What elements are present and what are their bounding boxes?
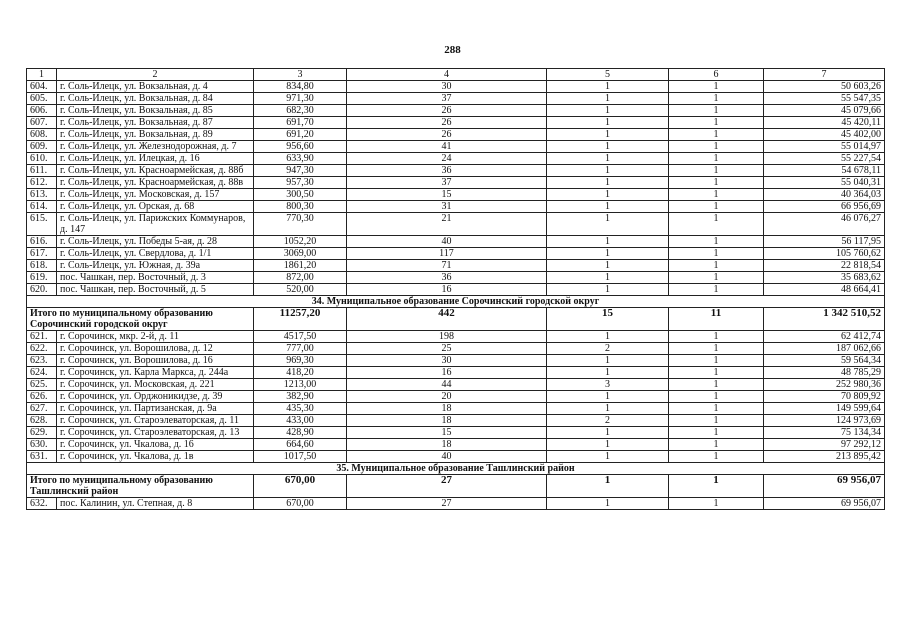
col5-cell: 1 — [547, 248, 669, 260]
amount-cell: 46 076,27 — [764, 213, 885, 236]
col5-cell: 1 — [547, 427, 669, 439]
col5-cell: 2 — [547, 343, 669, 355]
column-header: 7 — [764, 69, 885, 81]
amount-cell: 75 134,34 — [764, 427, 885, 439]
amount-cell: 48 664,41 — [764, 284, 885, 296]
row-number: 626. — [27, 391, 57, 403]
address-cell: г. Сорочинск, ул. Чкалова, д. 1в — [57, 451, 254, 463]
count-cell: 30 — [347, 81, 547, 93]
address-cell: г. Соль-Илецк, ул. Вокзальная, д. 4 — [57, 81, 254, 93]
address-cell: г. Соль-Илецк, ул. Вокзальная, д. 85 — [57, 105, 254, 117]
count-cell: 71 — [347, 260, 547, 272]
col5-cell: 1 — [547, 284, 669, 296]
area-cell: 1052,20 — [254, 236, 347, 248]
address-cell: г. Соль-Илецк, ул. Вокзальная, д. 87 — [57, 117, 254, 129]
area-cell: 633,90 — [254, 153, 347, 165]
address-cell: г. Сорочинск, ул. Орджоникидзе, д. 39 — [57, 391, 254, 403]
count-cell: 40 — [347, 451, 547, 463]
col5-cell: 1 — [547, 403, 669, 415]
area-cell: 1017,50 — [254, 451, 347, 463]
count-cell: 44 — [347, 379, 547, 391]
area-cell: 947,30 — [254, 165, 347, 177]
amount-cell: 97 292,12 — [764, 439, 885, 451]
address-cell: г. Соль-Илецк, ул. Парижских Коммунаров, д. 147 — [57, 213, 254, 236]
amount-cell: 55 547,35 — [764, 93, 885, 105]
area-cell: 800,30 — [254, 201, 347, 213]
column-header: 5 — [547, 69, 669, 81]
count-cell: 36 — [347, 165, 547, 177]
col6-cell: 1 — [669, 427, 764, 439]
address-cell: г. Сорочинск, ул. Карла Маркса, д. 244а — [57, 367, 254, 379]
total-label: Итого по муниципальному образованию Ташлинский район — [27, 475, 254, 498]
count-cell: 36 — [347, 272, 547, 284]
section-heading-row — [27, 296, 885, 308]
amount-cell: 50 603,26 — [764, 81, 885, 93]
col5-cell: 1 — [547, 213, 669, 236]
column-header: 6 — [669, 69, 764, 81]
amount-cell: 69 956,07 — [764, 498, 885, 510]
table-row — [27, 189, 885, 201]
row-number: 619. — [27, 272, 57, 284]
amount-cell: 213 895,42 — [764, 451, 885, 463]
column-header: 4 — [347, 69, 547, 81]
col6-cell: 1 — [669, 272, 764, 284]
total-row — [27, 308, 885, 331]
address-cell: г. Соль-Илецк, ул. Красноармейская, д. 88б — [57, 165, 254, 177]
amount-cell: 62 412,74 — [764, 331, 885, 343]
area-cell: 670,00 — [254, 498, 347, 510]
row-number: 618. — [27, 260, 57, 272]
col5-cell: 1 — [547, 367, 669, 379]
col6-cell: 1 — [669, 165, 764, 177]
col6-cell: 1 — [669, 105, 764, 117]
count-cell: 16 — [347, 367, 547, 379]
amount-cell: 55 014,97 — [764, 141, 885, 153]
section-heading: 35. Муниципальное образование Ташлинский район — [27, 463, 885, 475]
area-cell: 520,00 — [254, 284, 347, 296]
col6-cell: 1 — [669, 153, 764, 165]
area-cell: 664,60 — [254, 439, 347, 451]
housing-table — [26, 68, 885, 510]
col6-cell: 1 — [669, 403, 764, 415]
count-cell: 20 — [347, 391, 547, 403]
count-cell: 15 — [347, 427, 547, 439]
count-cell: 25 — [347, 343, 547, 355]
table-row — [27, 427, 885, 439]
table-row — [27, 343, 885, 355]
count-cell: 198 — [347, 331, 547, 343]
table-row — [27, 451, 885, 463]
total-value: 69 956,07 — [764, 475, 885, 498]
address-cell: пос. Калинин, ул. Степная, д. 8 — [57, 498, 254, 510]
address-cell: г. Сорочинск, ул. Ворошилова, д. 16 — [57, 355, 254, 367]
count-cell: 27 — [347, 498, 547, 510]
amount-cell: 70 809,92 — [764, 391, 885, 403]
table-row — [27, 355, 885, 367]
row-number: 624. — [27, 367, 57, 379]
count-cell: 15 — [347, 189, 547, 201]
count-cell: 37 — [347, 177, 547, 189]
address-cell: г. Соль-Илецк, ул. Красноармейская, д. 88в — [57, 177, 254, 189]
area-cell: 691,70 — [254, 117, 347, 129]
area-cell: 969,30 — [254, 355, 347, 367]
col6-cell: 1 — [669, 129, 764, 141]
col6-cell: 1 — [669, 117, 764, 129]
area-cell: 435,30 — [254, 403, 347, 415]
table-row — [27, 141, 885, 153]
area-cell: 971,30 — [254, 93, 347, 105]
row-number: 627. — [27, 403, 57, 415]
address-cell: пос. Чашкан, пер. Восточный, д. 3 — [57, 272, 254, 284]
table-row — [27, 105, 885, 117]
address-cell: г. Сорочинск, ул. Староэлеваторская, д. 11 — [57, 415, 254, 427]
row-number: 613. — [27, 189, 57, 201]
row-number: 606. — [27, 105, 57, 117]
table-row — [27, 201, 885, 213]
address-cell: г. Сорочинск, ул. Ворошилова, д. 12 — [57, 343, 254, 355]
table-row — [27, 177, 885, 189]
area-cell: 4517,50 — [254, 331, 347, 343]
table-row — [27, 81, 885, 93]
col5-cell: 1 — [547, 201, 669, 213]
col6-cell: 1 — [669, 260, 764, 272]
col6-cell: 1 — [669, 201, 764, 213]
col5-cell: 1 — [547, 117, 669, 129]
row-number: 610. — [27, 153, 57, 165]
col5-cell: 1 — [547, 189, 669, 201]
col6-cell: 1 — [669, 141, 764, 153]
area-cell: 691,20 — [254, 129, 347, 141]
area-cell: 428,90 — [254, 427, 347, 439]
area-cell: 433,00 — [254, 415, 347, 427]
count-cell: 26 — [347, 105, 547, 117]
total-value: 670,00 — [254, 475, 347, 498]
col6-cell: 1 — [669, 439, 764, 451]
table-row — [27, 379, 885, 391]
count-cell: 24 — [347, 153, 547, 165]
col5-cell: 1 — [547, 260, 669, 272]
table-row — [27, 153, 885, 165]
row-number: 611. — [27, 165, 57, 177]
col5-cell: 3 — [547, 379, 669, 391]
row-number: 607. — [27, 117, 57, 129]
row-number: 614. — [27, 201, 57, 213]
column-header-row — [27, 69, 885, 81]
page-number: 288 — [444, 44, 461, 56]
address-cell: г. Соль-Илецк, ул. Свердлова, д. 1/1 — [57, 248, 254, 260]
area-cell: 956,60 — [254, 141, 347, 153]
col5-cell: 1 — [547, 272, 669, 284]
row-number: 620. — [27, 284, 57, 296]
col6-cell: 1 — [669, 391, 764, 403]
col6-cell: 1 — [669, 331, 764, 343]
row-number: 623. — [27, 355, 57, 367]
table-row — [27, 403, 885, 415]
address-cell: г. Соль-Илецк, ул. Победы 5-ая, д. 28 — [57, 236, 254, 248]
total-label: Итого по муниципальному образованию Сорочинский городской округ — [27, 308, 254, 331]
count-cell: 30 — [347, 355, 547, 367]
row-number: 609. — [27, 141, 57, 153]
count-cell: 16 — [347, 284, 547, 296]
area-cell: 957,30 — [254, 177, 347, 189]
col6-cell: 1 — [669, 81, 764, 93]
amount-cell: 35 683,62 — [764, 272, 885, 284]
count-cell: 31 — [347, 201, 547, 213]
row-number: 608. — [27, 129, 57, 141]
row-number: 628. — [27, 415, 57, 427]
row-number: 617. — [27, 248, 57, 260]
row-number: 631. — [27, 451, 57, 463]
section-heading-row — [27, 463, 885, 475]
amount-cell: 22 818,54 — [764, 260, 885, 272]
col5-cell: 1 — [547, 331, 669, 343]
address-cell: г. Сорочинск, мкр. 2-й, д. 11 — [57, 331, 254, 343]
col6-cell: 1 — [669, 367, 764, 379]
table-row — [27, 260, 885, 272]
col5-cell: 1 — [547, 81, 669, 93]
total-value: 1 — [547, 475, 669, 498]
column-header: 3 — [254, 69, 347, 81]
address-cell: г. Соль-Илецк, ул. Вокзальная, д. 84 — [57, 93, 254, 105]
col5-cell: 1 — [547, 177, 669, 189]
table-row — [27, 391, 885, 403]
total-value: 442 — [347, 308, 547, 331]
amount-cell: 48 785,29 — [764, 367, 885, 379]
table-row — [27, 367, 885, 379]
col6-cell: 1 — [669, 415, 764, 427]
col5-cell: 1 — [547, 439, 669, 451]
col6-cell: 1 — [669, 498, 764, 510]
row-number: 605. — [27, 93, 57, 105]
table-row — [27, 93, 885, 105]
area-cell: 1213,00 — [254, 379, 347, 391]
area-cell: 770,30 — [254, 213, 347, 236]
row-number: 604. — [27, 81, 57, 93]
table-row — [27, 272, 885, 284]
amount-cell: 187 062,66 — [764, 343, 885, 355]
total-value: 11 — [669, 308, 764, 331]
col6-cell: 1 — [669, 213, 764, 236]
col6-cell: 1 — [669, 248, 764, 260]
table-row — [27, 415, 885, 427]
row-number: 622. — [27, 343, 57, 355]
table-row — [27, 439, 885, 451]
total-value: 27 — [347, 475, 547, 498]
count-cell: 18 — [347, 403, 547, 415]
table-row — [27, 248, 885, 260]
col5-cell: 1 — [547, 355, 669, 367]
column-header: 1 — [27, 69, 57, 81]
total-value: 1 — [669, 475, 764, 498]
col5-cell: 1 — [547, 93, 669, 105]
address-cell: пос. Чашкан, пер. Восточный, д. 5 — [57, 284, 254, 296]
address-cell: г. Соль-Илецк, ул. Вокзальная, д. 89 — [57, 129, 254, 141]
total-row — [27, 475, 885, 498]
col6-cell: 1 — [669, 343, 764, 355]
row-number: 630. — [27, 439, 57, 451]
table-row — [27, 213, 885, 236]
address-cell: г. Соль-Илецк, ул. Железнодорожная, д. 7 — [57, 141, 254, 153]
address-cell: г. Соль-Илецк, ул. Илецкая, д. 16 — [57, 153, 254, 165]
col6-cell: 1 — [669, 451, 764, 463]
amount-cell: 55 227,54 — [764, 153, 885, 165]
table-row — [27, 117, 885, 129]
count-cell: 26 — [347, 129, 547, 141]
area-cell: 418,20 — [254, 367, 347, 379]
count-cell: 37 — [347, 93, 547, 105]
address-cell: г. Соль-Илецк, ул. Орская, д. 68 — [57, 201, 254, 213]
count-cell: 18 — [347, 439, 547, 451]
row-number: 616. — [27, 236, 57, 248]
col5-cell: 1 — [547, 236, 669, 248]
col5-cell: 1 — [547, 391, 669, 403]
area-cell: 872,00 — [254, 272, 347, 284]
amount-cell: 56 117,95 — [764, 236, 885, 248]
section-heading: 34. Муниципальное образование Сорочинский городской округ — [27, 296, 885, 308]
col6-cell: 1 — [669, 236, 764, 248]
amount-cell: 45 079,66 — [764, 105, 885, 117]
col5-cell: 1 — [547, 451, 669, 463]
total-value: 11257,20 — [254, 308, 347, 331]
amount-cell: 59 564,34 — [764, 355, 885, 367]
row-number: 625. — [27, 379, 57, 391]
col5-cell: 1 — [547, 165, 669, 177]
table-row — [27, 236, 885, 248]
amount-cell: 45 420,11 — [764, 117, 885, 129]
count-cell: 117 — [347, 248, 547, 260]
col5-cell: 2 — [547, 415, 669, 427]
amount-cell: 252 980,36 — [764, 379, 885, 391]
address-cell: г. Соль-Илецк, ул. Московская, д. 157 — [57, 189, 254, 201]
address-cell: г. Сорочинск, ул. Староэлеваторская, д. 13 — [57, 427, 254, 439]
row-number: 632. — [27, 498, 57, 510]
col6-cell: 1 — [669, 189, 764, 201]
col5-cell: 1 — [547, 498, 669, 510]
col6-cell: 1 — [669, 379, 764, 391]
table-row — [27, 129, 885, 141]
address-cell: г. Сорочинск, ул. Партизанская, д. 9а — [57, 403, 254, 415]
row-number: 621. — [27, 331, 57, 343]
col6-cell: 1 — [669, 93, 764, 105]
total-value: 1 342 510,52 — [764, 308, 885, 331]
amount-cell: 40 364,03 — [764, 189, 885, 201]
area-cell: 300,50 — [254, 189, 347, 201]
amount-cell: 54 678,11 — [764, 165, 885, 177]
count-cell: 18 — [347, 415, 547, 427]
area-cell: 1861,20 — [254, 260, 347, 272]
area-cell: 834,80 — [254, 81, 347, 93]
address-cell: г. Сорочинск, ул. Московская, д. 221 — [57, 379, 254, 391]
area-cell: 3069,00 — [254, 248, 347, 260]
table-row — [27, 165, 885, 177]
row-number: 615. — [27, 213, 57, 236]
count-cell: 40 — [347, 236, 547, 248]
amount-cell: 45 402,00 — [764, 129, 885, 141]
count-cell: 26 — [347, 117, 547, 129]
count-cell: 41 — [347, 141, 547, 153]
area-cell: 777,00 — [254, 343, 347, 355]
col5-cell: 1 — [547, 105, 669, 117]
table-row — [27, 284, 885, 296]
col6-cell: 1 — [669, 177, 764, 189]
table-row — [27, 331, 885, 343]
amount-cell: 149 599,64 — [764, 403, 885, 415]
area-cell: 382,90 — [254, 391, 347, 403]
col5-cell: 1 — [547, 141, 669, 153]
col6-cell: 1 — [669, 355, 764, 367]
address-cell: г. Сорочинск, ул. Чкалова, д. 16 — [57, 439, 254, 451]
col6-cell: 1 — [669, 284, 764, 296]
column-header: 2 — [57, 69, 254, 81]
amount-cell: 105 760,62 — [764, 248, 885, 260]
total-value: 15 — [547, 308, 669, 331]
table-row — [27, 498, 885, 510]
row-number: 629. — [27, 427, 57, 439]
amount-cell: 124 973,69 — [764, 415, 885, 427]
row-number: 612. — [27, 177, 57, 189]
amount-cell: 66 956,69 — [764, 201, 885, 213]
area-cell: 682,30 — [254, 105, 347, 117]
address-cell: г. Соль-Илецк, ул. Южная, д. 39а — [57, 260, 254, 272]
col5-cell: 1 — [547, 129, 669, 141]
count-cell: 21 — [347, 213, 547, 236]
amount-cell: 55 040,31 — [764, 177, 885, 189]
col5-cell: 1 — [547, 153, 669, 165]
